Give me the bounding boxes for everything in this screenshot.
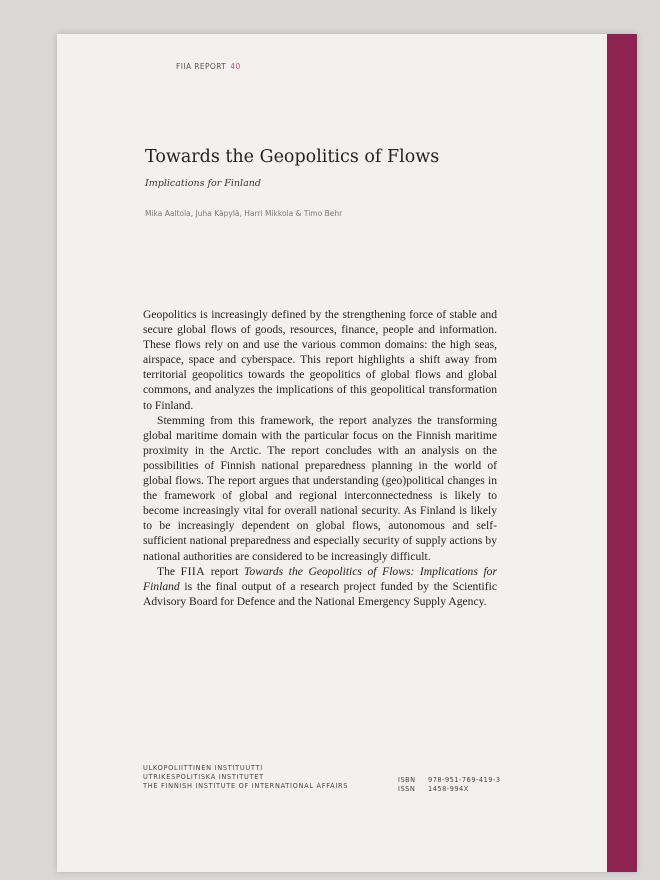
p3-end: is the final output of a research project funded by the Scientific Advisory Board for Defence and the National Emergency Supply Agency. (143, 579, 497, 608)
publisher-line-finnish: ULKOPOLIITTINEN INSTITUUTTI (143, 764, 263, 772)
series-label (176, 62, 241, 71)
isbn-row (398, 776, 501, 785)
p3-report-title: Towards the Geopolitics of Flows: Implications for Finland (143, 564, 497, 593)
issn-row (398, 785, 501, 794)
book-spine (607, 34, 637, 872)
p3-fiia: FIIA (180, 564, 206, 578)
publisher-line-english: THE FINNISH INSTITUTE OF INTERNATIONAL AFFAIRS (143, 782, 349, 791)
publisher-line-swedish: UTRIKESPOLITISKA INSTITUTET (143, 773, 264, 782)
isbn-label: ISBN (398, 776, 416, 784)
series-number: 40 (230, 62, 241, 71)
issn-value: 1458-994X (428, 785, 469, 794)
issn-label: ISSN (398, 785, 416, 794)
blurb-paragraph-1: Geopolitics is increasingly defined by the strengthening force of stable and secure global flows of goods, resources, finance, people and information. These flows rely on and use the various common domains: the high seas, airspace, space and cyberspace. This report highlights a shift away from territorial geopolitics towards the geopolitics of global flows and global commons, and analyzes the implications of this geopolitical transformation to Finland. (143, 308, 497, 412)
blurb-paragraph-3 (143, 564, 497, 609)
blurb-paragraph-2: Stemming from this framework, the report analyzes the transforming global maritime domain with the particular focus on the Finnish maritime proximity in the Arctic. The report concludes with an analysis on the possibilities of Finnish national preparedness planning in the world of global flows. The report argues that understanding (geo)political changes in the framework of global and regional interconnectedness is likely to become increasingly vital for overall national security. As Finland is likely to be increasingly dependent on global flows, autonomous and self-sufficient national preparedness and especially security of supply actions by national authorities are considered to be increasingly difficult. (143, 413, 497, 563)
book-subtitle: Implications for Finland (145, 178, 261, 189)
book-title: Towards the Geopolitics of Flows (145, 147, 440, 167)
book-authors: Mika Aaltola, Juha Käpylä, Harri Mikkola & Timo Behr (145, 209, 343, 218)
series-name: FIIA REPORT (176, 62, 227, 71)
book-back-cover (57, 34, 637, 872)
isbn-value: 978-951-769-419-3 (428, 776, 501, 784)
p3-start: The (157, 564, 181, 578)
blurb-text (143, 307, 497, 609)
identifiers-block (398, 776, 501, 794)
p3-mid: report (205, 564, 245, 578)
publisher-block (143, 764, 348, 792)
